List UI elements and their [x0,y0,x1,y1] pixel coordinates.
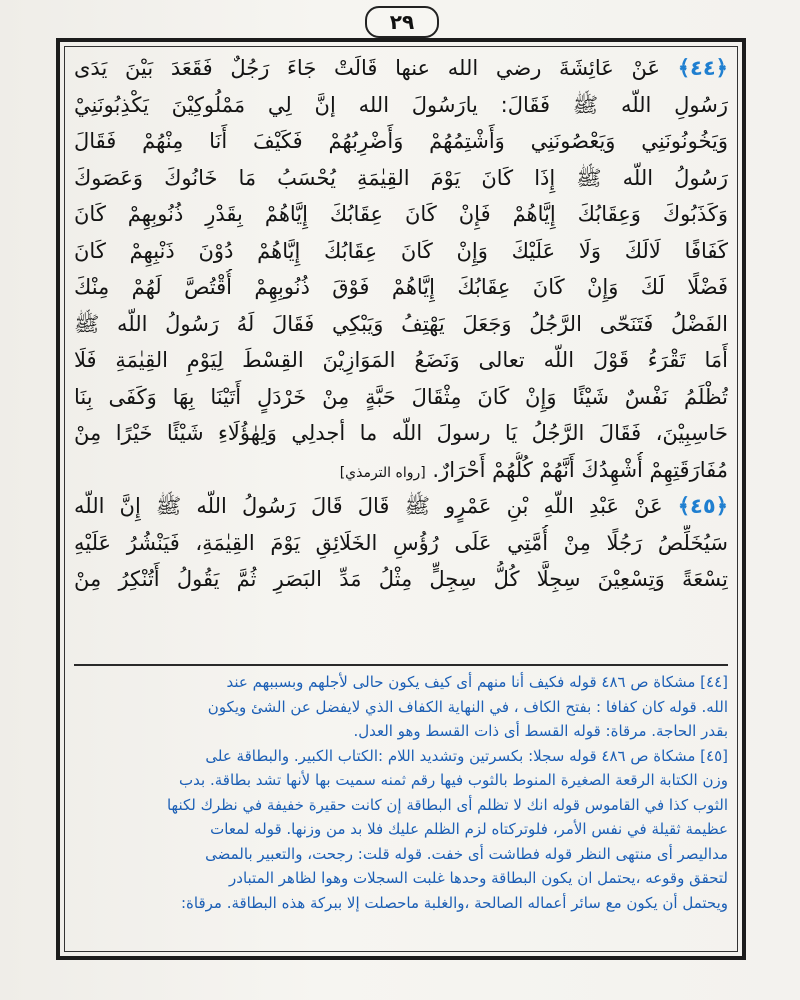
page-number: ٢٩ [365,6,439,38]
hadith-number-44: ﴿٤٤﴾ [677,56,728,80]
hadith-text [74,50,728,598]
hadith-44-line: كَفَافًا لَالَكَ وَلَا عَلَيْكَ وَإِنْ كَانَ عِقَابُكَ إِيَّاهُمْ دُوْنَ ذَنْبِهِمْ كَانَ [74,238,728,263]
footnote-line: بقدر الحاجة. مرقاة: قوله القسط أى ذات القسط وهو العدل. [353,722,728,740]
hadith-44-line: وَكَذَبُوكَ وَعِقَابُكَ إِيَّاهُمْ فَإِنْ كَانَ عِقَابُكَ إِيَّاهُمْ بِقَدْرِ ذُنُوبِهِمْ كَانَ [74,202,728,226]
hadith-45-line: تِسْعَةً وَتِسْعِيْنَ سِجِلًّا كُلُّ سِجِلٍّ مِثْلُ مَدِّ البَصَرِ ثُمَّ يَقُولُ أَتُنْكِرُ مِنْ [74,567,728,591]
footnote-line: الثوب كذا في القاموس قوله انك لا تظلم أى البطاقة إن كانت حقيرة خفيفة في نظرك لكنها [166,795,728,814]
hadith-45-line: ﴿٤٥﴾ عَنْ عَبْدِ اللّهِ بْنِ عَمْرٍو ﷺ قَالَ قَالَ رَسُولُ اللّه ﷺ إِنَّ اللّه [74,494,728,518]
hadith-44-line: الفَضْلُ فَتَنَحّى الرَّجُلُ وَجَعَلَ يَهْتِفُ وَيَبْكِي فَقَالَ لَهُ رَسُولُ اللّه ﷺ [74,311,728,336]
footnote-line: مداليصر أى منتهى النظر قوله فطاشت أى خفت. قوله قلت: رجحت، والتعبير بالمضى [205,844,728,863]
footnote-line: [٤٥] مشكاة ص ٤٨٦ قوله سجلا: بكسرتين وتشديد اللام :الكتاب الكبير. والبطاقة على [205,746,728,765]
footnote-line: وزن الكتابة الرقعة الصغيرة المنوط بالثوب فيها رقم ثمنه سميت بها لأنها تشد بطاقة. بدب [179,771,728,789]
footnote-line: عظيمة ثقيلة في نفس الأمر، فلوتركتاه لزم الظلم عليك فلا بد من وزنها. قوله لمعات [210,820,728,838]
footnote-line: ويحتمل أن يكون مع سائر أعماله الصالحة ،والغلبة ماحصلت إلا ببركة هذه البطاقة. مرقاة: [180,893,728,912]
hadith-45-line: سَيُخَلِّصُ رَجُلًا مِنْ أُمَّتِي عَلَى رُؤُسِ الخَلَائِقِ يَوْمَ القِيٰمَةِ، فَيَنْشُرُ عَلَيْهِ [74,530,728,555]
footnote-line: لتحقق وقوعه ،يحتمل ان يكون البطاقة وحدها غلبت السجلات وهوا لظاهر المتبادر [229,869,728,887]
hadith-44-line: رَسُولُ اللّه ﷺ إِذَا كَانَ يَوْمَ القِيٰمَةِ يُحْسَبُ مَا خَانُوكَ وَعَصَوكَ [74,165,728,190]
hadith-44-line: وَيَخُونُونَنِي وَيَعْصُونَنِي وَأَشْتِمُهُمْ وَأَضْرِبُهُمْ فَكَيْفَ أَنَا مِنْهُمْ فَقَالَ [74,129,728,153]
hadith-44-line: رَسُولِ اللّه ﷺ فَقَالَ: يارَسُولَ الله إنَّ لِي مَمْلُوكِيْنَ يَكْذِبُونَنِيْ [74,92,728,117]
footnote-line: [٤٤] مشكاة ص ٤٨٦ قوله فكيف أنا منهم أى كيف يكون حالى لأجلهم وبسببهم عند [226,673,728,691]
hadith-44-line: فَضْلًا لَكَ وَإِنْ كَانَ عِقَابُكَ إِيَّاهُمْ فَوْقَ ذُنُوبِهِمْ أُقْتُصَّ لَهُمْ مِنْكَ [74,275,728,299]
hadith-44-line: مُفَارَقَتِهِمْ أُشْهِدُكَ أَنَّهُمْ كُلُّهُمْ أَحْرَارٌ. [رواه الترمذي] [74,452,728,489]
hadith-44-line: حَاسِبِيْنَ، فَقَالَ الرَّجُلُ يَا رسولَ اللّه ما أجدلِي وَلِهٰؤُلَاءِ شَيْئًا خَيْرًا مِنْ [74,421,728,445]
footnotes [74,670,728,915]
hadith-source: [رواه الترمذي] [339,464,426,481]
hadith-44-line: تُظْلَمُ نَفْسٌ شَيْئًا وَإِنْ كَانَ مِثْقَالَ حَبَّةٍ مِنْ خَرْدَلٍ أَتَيْنَا بِهَا وَكَفَى بِنَا [74,384,728,409]
hadith-44-line: ﴿٤٤﴾ عَنْ عَائِشَةَ رضي الله عنها قَالَتْ جَاءَ رَجُلٌ فَقَعَدَ بَيْنَ يَدَى [74,56,728,80]
hadith-number-45: ﴿٤٥﴾ [677,494,728,518]
hadith-44-line: أَمَا تَقْرَءُ قَوْلَ اللّه تعالى وَنَضَعُ المَوَازِيْنَ القِسْطَ لِيَوْمِ القِيٰمَةِ فَلَا [74,348,728,372]
footnote-divider [74,664,728,666]
footnote-line: الله. قوله كان كفافا : بفتح الكاف ، في النهاية الكفاف الذي لايفضل عن الشئ ويكون [207,697,728,716]
